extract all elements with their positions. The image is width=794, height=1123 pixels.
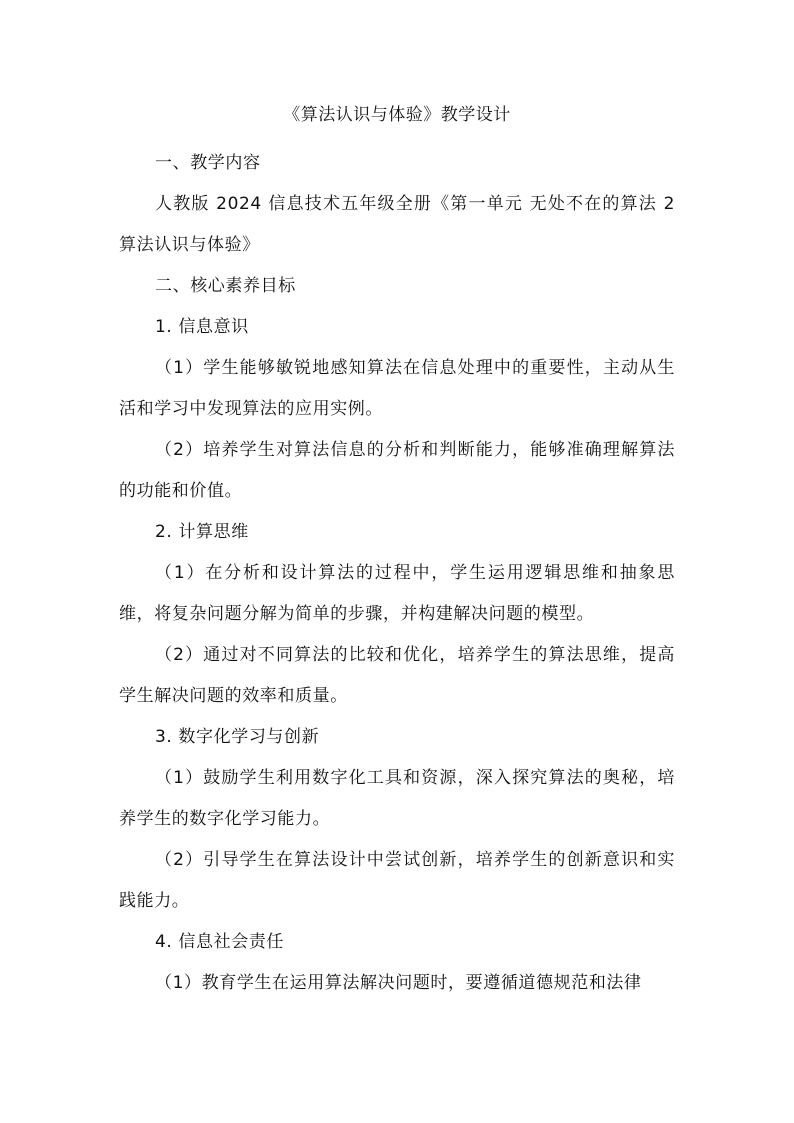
paragraph-digital-learning-1: （1）鼓励学生利用数字化工具和资源，深入探究算法的奥秘，培养学生的数字化学习能力。 [119,768,675,829]
subheading-digital-learning: 3. 数字化学习与创新 [155,727,320,747]
paragraph-info-awareness-2: （2）培养学生对算法信息的分析和判断能力，能够准确理解算法的功能和价值。 [119,440,675,501]
section-heading-content: 一、教学内容 [155,153,261,173]
paragraph-computational-thinking-1: （1）在分析和设计算法的过程中，学生运用逻辑思维和抽象思维，将复杂问题分解为简单的步骤，并构建解决问题的模型。 [119,563,675,624]
document-body [119,103,675,1004]
subheading-computational-thinking: 2. 计算思维 [155,522,249,542]
subheading-social-responsibility: 4. 信息社会责任 [155,932,285,952]
paragraph-textbook: 人教版 2024 信息技术五年级全册《第一单元 无处不在的算法 2 算法认识与体验》 [119,194,675,255]
section-heading-goals: 二、核心素养目标 [155,276,296,296]
paragraph-digital-learning-2: （2）引导学生在算法设计中尝试创新，培养学生的创新意识和实践能力。 [119,850,675,911]
paragraph-info-awareness-1: （1）学生能够敏锐地感知算法在信息处理中的重要性，主动从生活和学习中发现算法的应用实例。 [119,358,675,419]
document-title: 《算法认识与体验》教学设计 [283,105,511,125]
subheading-info-awareness: 1. 信息意识 [155,317,249,337]
paragraph-social-responsibility-1: （1）教育学生在运用算法解决问题时，要遵循道德规范和法律 [155,973,642,993]
paragraph-computational-thinking-2: （2）通过对不同算法的比较和优化，培养学生的算法思维，提高学生解决问题的效率和质量。 [119,645,675,706]
